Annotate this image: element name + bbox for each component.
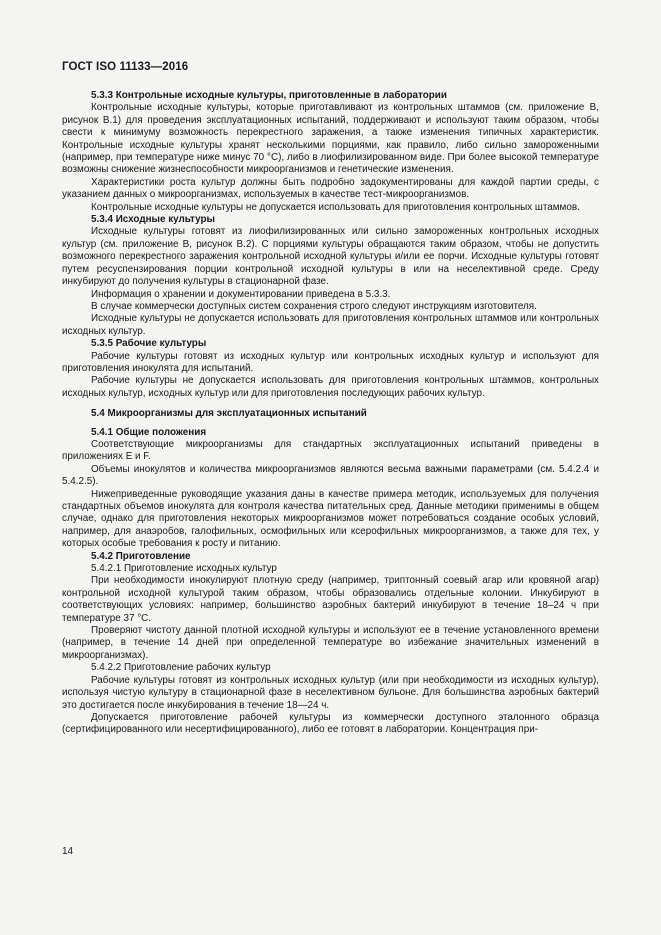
section-heading: 5.4.1 Общие положения: [91, 426, 207, 438]
section-heading: 5.3.5 Рабочие культуры: [91, 338, 207, 350]
body-paragraph: Исходные культуры готовят из лиофилизированных или сильно замороженных контрольных исходных культур (см. приложение В, рисунок В.2). С порциями культуры обращаются таким образом, чтобы не допустить возможного перекрестного заражения контрольной исходной культуры и/или ее порчи. Исходные культуры готовят путем ресуспензирования порции контрольной исходной культуры в или на неселективной среде. Среду инкубируют до получения культуры в стационарной фазе.: [62, 226, 599, 288]
body-paragraph: Информация о хранении и документировании приведена в 5.3.3.: [91, 288, 391, 300]
section-heading: 5.3.4 Исходные культуры: [91, 214, 215, 226]
body-paragraph: 5.4.2.2 Приготовление рабочих культур: [91, 662, 271, 674]
body-paragraph: Контрольные исходные культуры не допускается использовать для приготовления контрольных штаммов.: [91, 201, 580, 213]
body-paragraph: Характеристики роста культур должны быть подробно задокументированы для каждой партии среды, с указанием данных о микроорганизмах, используемых в качестве тест-микроорганизмов.: [62, 176, 599, 201]
body-paragraph: Соответствующие микроорганизмы для стандартных эксплуатационных испытаний приведены в приложениях Е и F.: [62, 438, 599, 463]
body-paragraph: Рабочие культуры готовят из исходных культур или контрольных исходных культур и используют для приготовления инокулята для испытаний.: [62, 350, 599, 374]
body-paragraph: При необходимости инокулируют плотную среду (например, триптонный соевый агар или кровяной агар) контрольной исходной культурой таким образом, чтобы образовались отдельные колонии. Инкубируют в соответствующих условиях: например, большинство аэробных бактерий инкубируют в течение 18–24 ч при температуре 37 °C.: [62, 575, 599, 624]
body-paragraph: Проверяют чистоту данной плотной исходной культуры и используют ее в течение установленного времени (например, в течение 14 дней при определенной температуре во избежание значительных изменений в микроорганизмах).: [62, 625, 599, 661]
body-paragraph: В случае коммерчески доступных систем сохранения строго следуют инструкциям изготовителя.: [91, 300, 537, 312]
body-paragraph: Рабочие культуры не допускается использовать для приготовления контрольных штаммов, контрольных исходных культур, исходных культур или для приготовления последующих рабочих культур.: [62, 375, 599, 399]
body-paragraph: Исходные культуры не допускается использовать для приготовления контрольных штаммов или контрольных исходных культур.: [62, 313, 599, 337]
body-paragraph: Допускается приготовление рабочей культуры из коммерчески доступного эталонного образца (сертифицированного или несертифицированного), либо ее готовят в лаборатории. Концентрация при-: [62, 711, 599, 736]
body-paragraph: 5.4.2.1 Приготовление исходных культур: [91, 563, 277, 575]
body-paragraph: Объемы инокулятов и количества микроорганизмов являются весьма важными параметрами (см. 5.4.2.4 и 5.4.2.5).: [62, 463, 599, 488]
page-number: 14: [62, 846, 74, 857]
section-heading: 5.4 Микроорганизмы для эксплуатационных испытаний: [91, 408, 367, 420]
section-heading: 5.4.2 Приготовление: [91, 550, 191, 562]
section-heading: 5.3.3 Контрольные исходные культуры, приготовленные в лаборатории: [91, 90, 447, 101]
body-paragraph: Нижеприведенные руководящие указания даны в качестве примера методик, используемых для получения стандартных объемов инокулята для контроля качества питательных сред. Данные методики применимы в общем случае, однако для приготовления некоторых микроорганизмов может потребоваться создание особых условий, например, для анаэробов, галофильных, осмофильных или ксерофильных микроорганизмов, а также для тех, у которых особые требования к росту и питанию.: [62, 488, 599, 550]
document-header: ГОСТ ISO 11133—2016: [62, 61, 189, 73]
body-paragraph: Рабочие культуры готовят из контрольных исходных культур (или при необходимости из исходных культур), используя чистую культуру в стационарной фазе в неселективном бульоне. Для большинства аэробных бактерий это достигается после инкубирования в течение 18—24 ч.: [62, 674, 599, 711]
document-body: [62, 90, 599, 737]
body-paragraph: Контрольные исходные культуры, которые приготавливают из контрольных штаммов (см. приложение В, рисунок В.1) для проведения эксплуатационных испытаний, поддерживают и используют таким образом, чтобы свести к минимуму возможность перекрестного заражения, а также изменения типичных характеристик. Контрольные исходные культуры хранят несколькими порциями, как правило, либо сильно замороженными (например, при температуре ниже минус 70 °C), либо в лиофилизированном виде. При более высокой температуре возможны снижение жизнеспособности микроорганизмов и генетические изменения.: [62, 102, 599, 176]
